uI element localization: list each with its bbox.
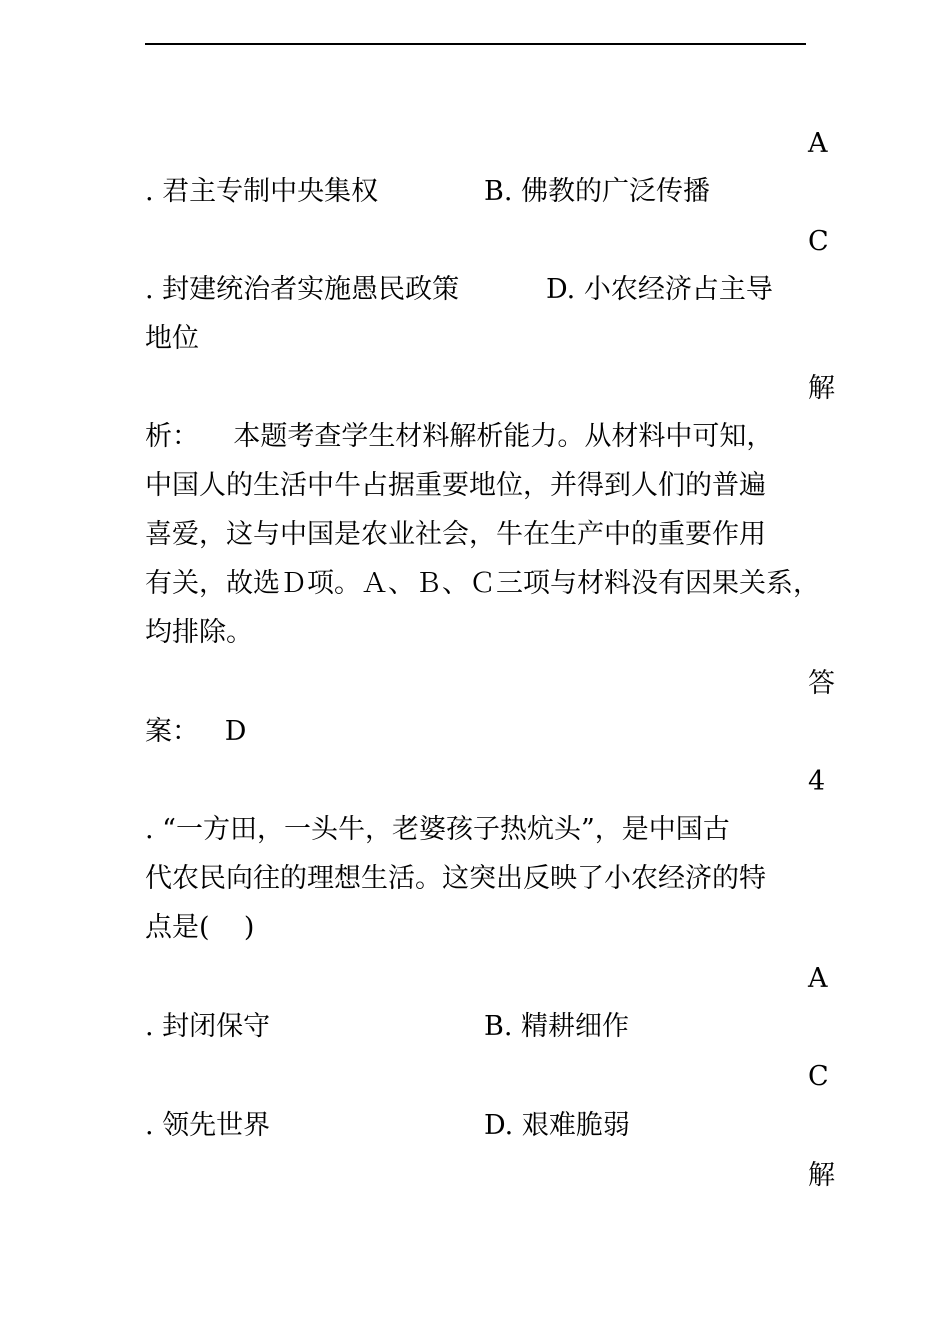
q4-option-c-text: . 领先世界 bbox=[145, 1110, 271, 1141]
q3-answer-line: 案： D bbox=[145, 716, 247, 747]
q4-option-a-text: . 封闭保守 bbox=[145, 1011, 271, 1042]
q3-option-d-text: D. 小农经济占主导 bbox=[546, 274, 773, 305]
q4-stem-line: . “一方田，一头牛，老婆孩子热炕头”，是中国古 bbox=[145, 814, 730, 845]
q4-stem-line: 点是( ) bbox=[145, 912, 255, 943]
q4-number: 4 bbox=[808, 766, 826, 797]
q3-option-c-text: . 封建统治者实施愚民政策 bbox=[145, 274, 460, 305]
q3-analysis-line: 有关，故选Ｄ项。Ａ、Ｂ、Ｃ三项与材料没有因果关系， bbox=[145, 568, 820, 599]
q3-option-a-letter: A bbox=[808, 128, 828, 159]
q3-analysis-head: 解 bbox=[808, 373, 835, 404]
q3-analysis-line: 中国人的生活中牛占据重要地位，并得到人们的普遍 bbox=[145, 470, 766, 501]
header-rule bbox=[145, 43, 806, 45]
q4-option-d-text: D. 艰难脆弱 bbox=[484, 1110, 630, 1141]
q4-analysis-head: 解 bbox=[808, 1160, 835, 1191]
q4-option-c-letter: C bbox=[808, 1061, 829, 1092]
q3-analysis-line: 析： 本题考查学生材料解析能力。从材料中可知， bbox=[145, 421, 774, 452]
q4-option-b-text: B. 精耕细作 bbox=[484, 1011, 630, 1042]
q3-analysis-line: 喜爱，这与中国是农业社会，牛在生产中的重要作用 bbox=[145, 519, 766, 550]
q3-analysis-line: 均排除。 bbox=[145, 617, 253, 648]
q3-option-d-continuation: 地位 bbox=[145, 323, 199, 354]
q4-option-a-letter: A bbox=[808, 963, 828, 994]
q3-option-c-letter: C bbox=[808, 226, 829, 257]
q4-stem-line: 代农民向往的理想生活。这突出反映了小农经济的特 bbox=[145, 863, 766, 894]
q3-option-b-text: B. 佛教的广泛传播 bbox=[484, 176, 711, 207]
q3-option-a-text: . 君主专制中央集权 bbox=[145, 176, 379, 207]
q3-answer-head: 答 bbox=[808, 668, 835, 699]
